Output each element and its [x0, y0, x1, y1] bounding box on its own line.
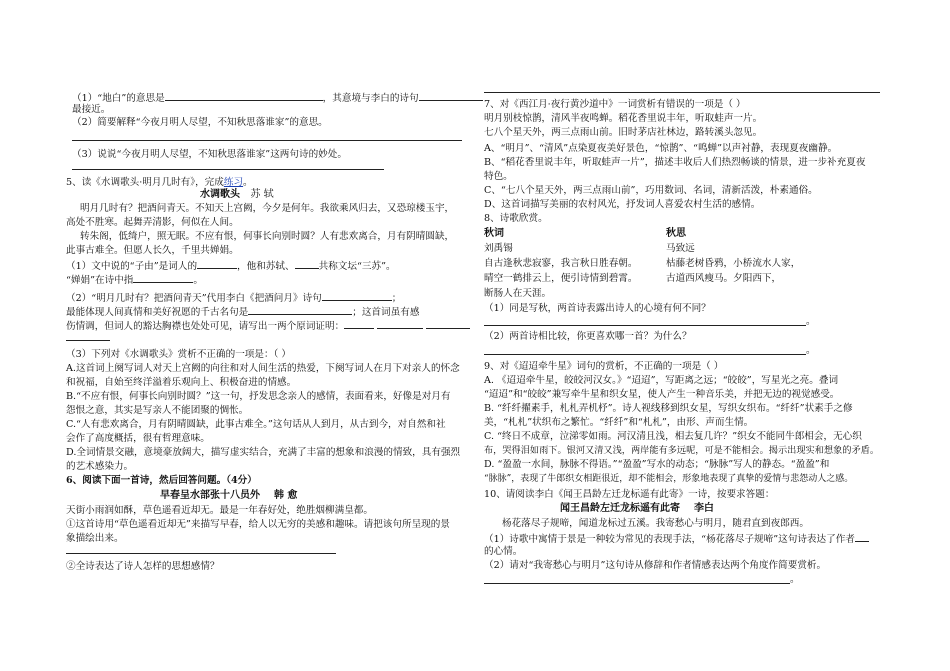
author: 韩 愈 — [273, 490, 298, 501]
option-b-cont: 怨恨之意，其实是写亲人不能团聚的惆怅。 — [66, 405, 249, 416]
text: ； — [391, 293, 402, 304]
section-8-heading: 8、诗歌欣赏。 — [484, 213, 548, 224]
q1-text-b: ，其意境与李白的诗句 — [322, 93, 419, 104]
option-a: A. 《迢迢牵牛星，皎皎河汉女。》“迢迢”，写距离之远；“皎皎”，写星光之亮。叠词 — [484, 375, 839, 386]
option-d: D、这首词描写美丽的农村风光，抒发词人喜爱农村生活的感情。 — [484, 199, 761, 210]
period: 。 — [806, 345, 816, 356]
question-5-2-c — [66, 319, 470, 333]
poem-line: 此事古难全。但愿人长久，千里共婵娟。 — [66, 245, 239, 256]
question-5-1 — [66, 259, 396, 273]
answer-blank[interactable] — [322, 291, 392, 301]
question-8-2: （2）两首诗相比较，你更喜欢哪一首？为什么？ — [484, 331, 692, 342]
poem-8a-line: 晴空一鹤排云上，便引诗情到碧霄。 — [484, 273, 638, 284]
text: 最能体现人间真情和美好祝愿的千古名句是 — [66, 307, 249, 318]
author: 李白 — [693, 503, 714, 514]
poem-title-5 — [200, 189, 274, 201]
poem-title-10 — [560, 503, 714, 515]
text: 伤情调，但词人的豁达胸襟也处处可见，请写出一两个原词证明： — [66, 321, 345, 332]
answer-line[interactable] — [72, 140, 462, 141]
period: 。 — [806, 316, 816, 327]
period: 。 — [790, 574, 800, 585]
poem-line: 七八个星天外，两三点雨山前。旧时茅店社林边，路转溪头忽见。 — [484, 127, 763, 138]
answer-blank[interactable] — [248, 305, 352, 315]
answer-blank[interactable] — [295, 259, 319, 269]
question-6-2: ②全诗表达了诗人怎样的思想感情？ — [66, 561, 220, 572]
poem-8a-line: 自古逢秋悲寂寥，我言秋日胜春朝。 — [484, 258, 638, 269]
question-8-1: （1）同是写秋，两首诗表露出诗人的心境有何不同？ — [484, 303, 711, 314]
question-6-1-cont: 象描绘出来。 — [66, 533, 124, 544]
text: （1）文中说的“子由”是词人的 — [66, 261, 198, 272]
author-8a: 刘禹锡 — [484, 243, 513, 254]
text: （1）诗歌中寓情于景是一种较为常见的表现手法，“杨花落尽子规啼”这句诗表达了作者 — [484, 534, 855, 545]
answer-line[interactable] — [484, 92, 880, 93]
answer-line[interactable] — [66, 340, 110, 341]
section-10-heading: 10、请阅读李白《闻王昌龄左迁龙标遥有此寄》一诗，按要求答题： — [484, 489, 775, 500]
poem-line: 明月几时有？把酒问青天。不知天上宫阙，今夕是何年。我欲乘风归去，又恐琼楼玉宇， — [80, 203, 455, 214]
section-5-text: 5、读《水调歌头·明月几时有》，完成 — [66, 177, 224, 188]
answer-line[interactable] — [484, 354, 806, 355]
poem-8b-line: 断肠人在天涯。 — [484, 288, 552, 299]
option-a: A、“明月”、“清风”点染夏夜美好景色，“惊鹊”、“鸣蝉”以声衬静，表现夏夜幽静。 — [484, 143, 838, 154]
text: 。 — [193, 275, 203, 286]
q1-end: 最接近。 — [72, 104, 111, 115]
poem-10: 杨花落尽子规啼，闻道龙标过五溪。我寄愁心与明月，随君直到夜郎西。 — [502, 518, 809, 529]
option-c-cont: 布，哭得泪如雨下。银河又清又浅，两岸能有多远呢，可是不能相会。揭示出现实和想象的矛盾。 — [484, 445, 880, 456]
question-5-1-b — [66, 273, 203, 287]
author-8b: 马致远 — [666, 243, 695, 254]
poem-line: 高处不胜寒。起舞弄清影，何似在人间。 — [66, 217, 239, 228]
q1-text: （1）“地白”的意思是 — [72, 93, 165, 104]
option-b-cont: 美，“札札”状织布之繁忙。“纤纤”和“札札”，由形、声而生情。 — [484, 417, 754, 428]
section-9-heading: 9、对《迢迢牵牛星》词句的赏析，不正确的一项是（ ） — [484, 361, 724, 372]
answer-blank[interactable] — [426, 319, 470, 329]
question-5-2 — [66, 291, 401, 305]
answer-blank[interactable] — [419, 91, 483, 101]
author: 苏 轼 — [250, 189, 274, 200]
option-a-cont: “迢迢”和“皎皎”兼写牵牛星和织女星，使人产生一种音乐美，并把无边的视觉感受。 — [484, 389, 840, 400]
section-6-heading: 6、阅读下面一首诗，然后回答问题。（4分） — [66, 475, 257, 486]
option-b: B. “纤纤擢素手，札札弄机杼”。诗人视线移到织女星，写织女织布。“纤纤”状素手之修 — [484, 403, 853, 414]
option-d: D. “盈盈一水间，脉脉不得语。”“盈盈”写水的动态；“脉脉”写人的静态。“盈盈”和 — [484, 459, 830, 470]
answer-blank[interactable] — [133, 273, 193, 283]
poem-line: 转朱阁，低绮户，照无眠。不应有恨，何事长向别时圆？人有悲欢离合，月有阴晴圆缺， — [80, 231, 455, 242]
option-b: B、“稻花香里说丰年，听取蛙声一片”，描述丰收后人们热烈畅谈的情景，进一步补充夏夜 — [484, 157, 866, 168]
option-d-cont: “脉脉”，表现了牛郎织女相距很近，却不能相会，形象地表现了真挚的爱情与悲怨动人之感。 — [484, 474, 854, 484]
question-10-1 — [484, 532, 869, 546]
question-10-2: （2）请对“我寄愁心与明月”这句诗从修辞和作者情感表达两个角度作简要赏析。 — [484, 560, 827, 571]
option-b-cont: 特色。 — [484, 171, 513, 182]
question-5-3: （3）下列对《水调歌头》赏析不正确的一项是：（ ） — [66, 349, 292, 360]
answer-blank[interactable] — [197, 259, 237, 269]
question-6-1: ①这首诗用“草色遥看近却无”来描写早春，给人以无穷的美感和趣味。请把该句所呈现的景 — [66, 519, 450, 530]
answer-line[interactable] — [484, 325, 806, 326]
question-10-1-cont: 的心情。 — [484, 546, 523, 557]
section-5-end: 。 — [243, 177, 253, 188]
option-b: B.“不应有恨，何事长向别时圆？”这一句，抒发思念亲人的感情，表面看来，好像是对月有 — [66, 391, 451, 402]
title: 水调歌头 — [200, 189, 240, 200]
answer-line[interactable] — [484, 583, 790, 584]
poem-line: 明月别枝惊鹊，清风半夜鸣蝉。稻花香里说丰年，听取蛙声一片。 — [484, 113, 763, 124]
title: 闻王昌龄左迁龙标遥有此寄 — [560, 503, 680, 514]
option-c: C. “终日不成章，泣涕零如雨。河汉清且浅，相去复几许？”织女不能同牛郎相会，无心织 — [484, 431, 862, 442]
answer-line[interactable] — [66, 553, 336, 554]
text: “婵娟”在诗中指 — [66, 275, 134, 286]
answer-blank[interactable] — [855, 532, 869, 542]
answer-blank[interactable] — [344, 319, 374, 329]
question-3: （3）说说“今夜月明人尽望，不知秋思落谁家”这两句诗的妙处。 — [72, 149, 347, 160]
question-5-2-b — [66, 305, 419, 319]
poem-8b-line: 枯藤老树昏鸦，小桥流水人家， — [666, 258, 801, 269]
question-1-line — [72, 91, 483, 105]
answer-line[interactable] — [72, 169, 384, 170]
section-5-heading — [66, 177, 253, 189]
poem-title-8b: 秋思 — [666, 228, 686, 239]
text: 共称文坛“三苏”。 — [318, 261, 396, 272]
title: 早春呈水部张十八员外 — [160, 490, 260, 501]
option-c: C.“人有悲欢离合，月有阴晴圆缺，此事古难全。”这句话从人到月，从古到今，对自然和社 — [66, 419, 446, 430]
section-7-heading: 7、对《西江月·夜行黄沙道中》一词赏析有错误的一项是（ ） — [484, 99, 746, 110]
text: ，他和苏轼、 — [237, 261, 295, 272]
option-d-cont: 的艺术感染力。 — [66, 461, 134, 472]
poem-6: 天街小雨润如酥，草色遥看近却无。最是一年春好处，绝胜烟柳满皇都。 — [66, 505, 373, 516]
option-c: C、“七八个星天外，两三点雨山前”，巧用数词、名词，清新活泼，朴素通俗。 — [484, 185, 818, 196]
text: ；这首词虽有感 — [352, 307, 420, 318]
option-c-cont: 会作了高度概括，很有哲理意味。 — [66, 433, 210, 444]
poem-title-6 — [160, 490, 297, 502]
answer-blank[interactable] — [377, 319, 423, 329]
option-d: D.全词情景交融，意境豪放阔大，描写虚实结合，充满了丰富的想象和浪漫的情致，具有强烈 — [66, 447, 461, 458]
poem-8b-line: 古道西风瘦马。夕阳西下， — [666, 273, 782, 284]
exercise-link[interactable]: 练习 — [223, 177, 244, 188]
option-a: A.这首词上阕写词人对天上宫阙的向往和对人间生活的热爱，下阕写词人在月下对亲人的怀念 — [66, 363, 460, 374]
answer-blank[interactable] — [165, 91, 323, 101]
option-a-cont: 和祝福，自始至终洋溢着乐观向上、积极奋进的情感。 — [66, 377, 297, 388]
question-2: （2）简要解释“今夜月明人尽望，不知秋思落谁家”的意思。 — [72, 117, 328, 128]
poem-title-8a: 秋词 — [484, 228, 504, 239]
text: （2）“明月几时有？把酒问青天”代用李白《把酒问月》诗句 — [66, 293, 322, 304]
